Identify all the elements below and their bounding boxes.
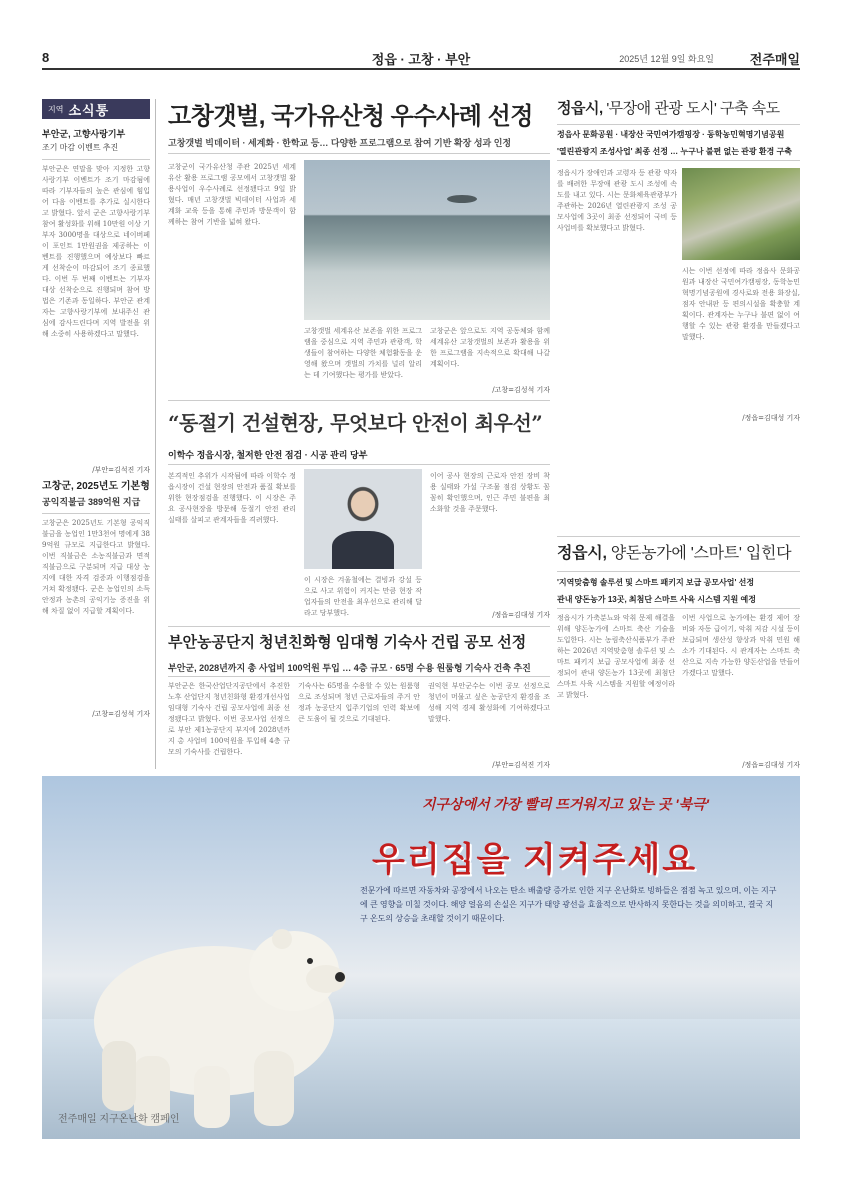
right2-headline	[557, 537, 800, 571]
brief2-title: 고창군, 2025년도 기본형	[42, 481, 150, 492]
brief2-body: 고창군은 2025년도 기본형 공익직불금을 농업인 1만3천여 명에게 389억원 규모로 지급한다고 밝혔다. 이번 직불금은 소농직불금과 면적직불금으로 구분되며 지급 대상 농지에 대한 자격 검증과 이행점검을 거쳐 확정됐다. 군은 농업인의 소득 안정과 농촌의 공익기능 증진을 위해 차질 없이 지급할 계획이다.	[42, 519, 150, 615]
right1-headline-region: 정읍시,	[557, 100, 603, 117]
right2-subheadline-1: '지역맞춤형 솔루션 및 스마트 패키지 보급 공모사업' 선정	[557, 571, 800, 591]
polar-bear-image	[64, 861, 364, 1131]
right1-byline: /정읍=김대성 기자	[742, 414, 800, 422]
right1-headline-rest: '무장애 관광 도시' 구축 속도	[606, 100, 780, 117]
safety-body-col2: 이 시장은 겨울철에는 결빙과 강설 등으로 사고 위험이 커지는 만큼 현장 작업자들의 안전을 최우선으로 관리해 달라고 당부했다.	[304, 576, 422, 617]
brief2-byline: /고창=김성석 기자	[92, 710, 150, 718]
ad-body: 전문가에 따르면 자동차와 공장에서 나오는 탄소 배출량 증가로 인한 지구 온난화로 빙하들은 점점 녹고 있으며, 이는 지구에 큰 영향을 미칠 것이다. 해양 얼음의 손실은 지구가 태양 광선을 효율적으로 반사하지 못한다는 것을 의미하고, 결국 지구 온도의 상승을 초래할 것이기 때문이다.	[360, 886, 777, 923]
mayor-portrait	[304, 469, 422, 569]
right1-body-col1: 정읍시가 장애인과 고령자 등 관광 약자를 배려한 무장애 관광 도시 조성에 속도를 내고 있다. 시는 문화체육관광부가 주관하는 2026년 열린관광지 조성 공모사업에 3곳이 최종 선정되어 국비 등 사업비를 확보했다고 밝혔다.	[557, 169, 677, 232]
dormitory-body-col3: 권익현 부안군수는 이번 공모 선정으로 청년이 머물고 싶은 농공단지 환경을 조성해 지역 경제 활성화에 기여하겠다고 말했다.	[428, 682, 550, 723]
ad-credit: 전주매일 지구온난화 캠페인	[58, 1114, 180, 1125]
column-label-small: 지역	[48, 104, 64, 114]
ad-tagline-pre: 지구상에서 가장 빨리 뜨거워지고 있는 곳	[422, 796, 672, 812]
safety-byline: /정읍=김대성 기자	[492, 611, 550, 619]
trail-photo	[682, 168, 800, 260]
dormitory-body-col2: 기숙사는 65명을 수용할 수 있는 원룸형으로 조성되며 청년 근로자들의 주거 안정과 농공단지 입주기업의 인력 확보에 큰 도움이 될 것으로 기대된다.	[298, 682, 420, 723]
section-title: 정읍 · 고창 · 부안	[371, 52, 471, 67]
right1-headline	[557, 96, 800, 124]
brief2-subtitle: 공익직불금 389억원 지급	[42, 495, 150, 514]
column-label-big: 소식통	[68, 102, 110, 118]
dormitory-byline: /부안=김석진 기자	[492, 761, 550, 769]
right2-byline: /정읍=김대성 기자	[742, 761, 800, 769]
safety-subheadline: 이학수 정읍시장, 철저한 안전 점검 · 시공 관리 당부	[168, 445, 550, 465]
brief1-byline: /부안=김석진 기자	[92, 466, 150, 474]
ad-headline: 우리집을 지켜주세요	[372, 841, 698, 879]
main-subheadline: 고창갯벌 빅데이터 · 세계화 · 한학교 등… 다양한 프로그램으로 참여 기반 확장 성과 인정	[168, 132, 550, 154]
safety-body-col1: 본격적인 추위가 시작됨에 따라 이학수 정읍시장이 건설 현장의 안전과 품질 확보를 위한 현장점검을 진행했다. 이 시장은 주요 공사현장을 방문해 동절기 안전 관리 실태를 살피고 관계자들을 격려했다.	[168, 472, 296, 524]
dormitory-headline: 부안농공단지 청년친화형 임대형 기숙사 건립 공모 선정	[168, 634, 527, 651]
main-body-col1: 고창군이 국가유산청 주관 2025년 세계유산 활용 프로그램 공모에서 고창갯벌 활용사업이 우수사례로 선정됐다고 9일 밝혔다. 매년 고창갯벌 빅데이터 사업과 세계화 교육 등을 통해 주민과 방문객이 함께하는 참여 기반을 넓혀 왔다.	[168, 163, 296, 226]
dormitory-body-col1: 부안군은 한국산업단지공단에서 추진한 노후 산업단지 청년친화형 환경개선사업 임대형 기숙사 건립 공모사업에 최종 선정됐다고 밝혔다. 이번 공모사업 선정으로 부안 제1농공단지 부지에 2028년까지 총 사업비 100억원을 투입해 4층 규모의 기숙사를 건립한다.	[168, 682, 290, 756]
brief1-body: 부안군은 연말을 맞아 지정한 고향사랑기부 이벤트가 조기 마감됨에 따라 기부자들의 높은 관심에 힘입어 다음 이벤트를 추가로 실시한다고 밝혔다. 앞서 군은 고향사랑기부 참여 활성화를 위해 10만원 이상 기부자 3000명을 대상으로 네이버페이 포인트 1만원권을 제공하는 이벤트를 진행했으며 예상보다 빠르게 선착순이 마감되어 조기 종료했다. 이번 두 번째 이벤트는 기부자 대상 선착순으로 진행되며 참여 방법은 기존과 동일하다. 부안군 관계자는 고향사랑기부에 보내주신 관심에 감사드린다며 지역 발전을 위해 소중히 사용하겠다고 말했다.	[42, 165, 150, 338]
main-article	[168, 96, 550, 396]
right1-body-col2: 시는 이번 선정에 따라 정읍사 문화공원과 내장산 국민여가캠핑장, 동학농민혁명기념공원에 경사로와 전용 화장실, 점자 안내판 등 편의시설을 확충할 계획이다. 관계자는 누구나 불편 없이 여행할 수 있는 관광 환경을 만들겠다고 말했다.	[682, 267, 800, 341]
right-article-2	[557, 536, 800, 771]
safety-body-col3: 이어 공사 현장의 근로자 안전 장비 착용 실태와 가설 구조물 점검 상황도 꼼꼼히 확인했으며, 인근 주민 불편을 최소화할 것을 주문했다.	[430, 472, 550, 513]
tidal-flat-photo	[304, 160, 550, 320]
left-news-column	[42, 99, 156, 769]
right2-body-col2: 이번 사업으로 농가에는 환경 제어 장비와 자동 급이기, 악취 저감 시설 등이 보급되며 생산성 향상과 악취 민원 해소가 기대된다. 시 관계자는 스마트 축산으로 지속 가능한 양돈산업을 만들어 가겠다고 말했다.	[682, 614, 800, 677]
right1-subheadline-2: '열린관광지 조성사업' 최종 선정 … 누구나 불편 없는 관광 환경 구축	[557, 143, 800, 161]
dormitory-subheadline: 부안군, 2028년까지 총 사업비 100억원 투입 … 4층 규모 · 65명 수용 원룸형 기숙사 건축 추진	[168, 659, 550, 677]
page-header	[42, 46, 800, 70]
column-label	[42, 99, 150, 119]
ad-tagline-place: '북극'	[675, 796, 709, 812]
ad-tagline	[422, 794, 709, 814]
climate-campaign-ad	[42, 776, 800, 1139]
right1-subheadline-1: 정읍사 문화공원 · 내장산 국민여가캠핑장 · 동학농민혁명기념공원	[557, 124, 800, 143]
dormitory-article	[168, 626, 550, 771]
right2-headline-rest: 양돈농가에 '스마트' 입힌다	[610, 545, 792, 562]
right2-headline-region: 정읍시,	[557, 545, 607, 562]
brief1-title: 부안군, 고향사랑기부	[42, 129, 126, 139]
newspaper-name: 전주매일	[749, 52, 800, 67]
right2-body-col1: 정읍시가 가축분뇨와 악취 문제 해결을 위해 양돈농가에 스마트 축산 기술을 도입한다. 시는 농림축산식품부가 주관하는 2026년 지역맞춤형 솔루션 및 스마트 패키지 보급 공모사업에 최종 선정되어 관내 양돈농가 13곳에 최첨단 스마트 사육 시스템을 지원할 예정이라고 밝혔다.	[557, 614, 675, 699]
right-article-1	[557, 96, 800, 424]
brief1-subtitle: 조기 마감 이벤트 추진	[42, 141, 150, 160]
main-body-col2: 고창갯벌 세계유산 보존을 위한 프로그램을 중심으로 지역 주민과 관광객, 학생들이 참여하는 다양한 체험활동을 운영해 왔으며 갯벌의 가치를 널리 알리는 데 기여했다는 평가를 받았다.	[304, 327, 422, 379]
right2-subheadline-2: 관내 양돈농가 13곳, 최첨단 스마트 사육 시스템 지원 예정	[557, 591, 800, 609]
main-body-col3: 고창군은 앞으로도 지역 공동체와 함께 세계유산 고창갯벌의 보존과 활용을 위한 프로그램을 지속적으로 확대해 나갈 계획이다.	[430, 327, 550, 368]
safety-article	[168, 400, 550, 626]
main-headline: 고창갯벌, 국가유산청 우수사례 선정	[168, 103, 533, 130]
issue-date: 2025년 12월 9일 화요일	[619, 54, 714, 64]
safety-headline: “동절기 건설현장, 무엇보다 안전이 최우선”	[168, 411, 543, 435]
main-byline: /고창=김성석 기자	[492, 386, 550, 394]
page-number: 8	[42, 50, 50, 65]
